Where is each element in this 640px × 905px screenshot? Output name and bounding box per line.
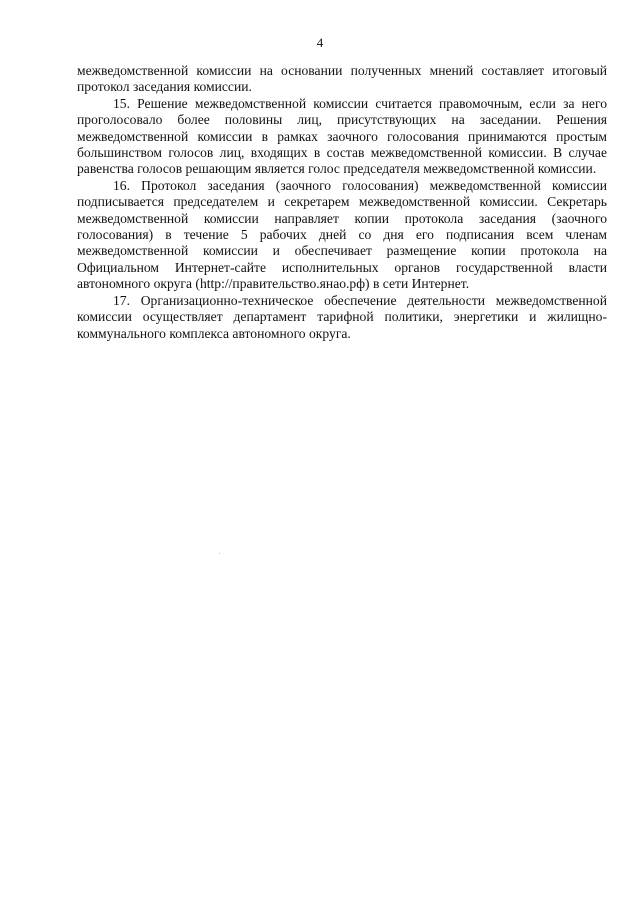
scan-speck [219,553,220,554]
paragraph-continuation: межведомственной комиссии на основании полученных мнений составляет итоговый протокол заседания комиссии. [77,63,607,95]
page-number: 4 [316,35,324,50]
paragraph-item-15: 15. Решение межведомственной комиссии считается правомочным, если за него проголосовало более половины лиц, присутствующих на заседании. Решения межведомственной комиссии в рамках заочного голосования принимаются простым большинством голосов лиц, входящих в состав межведомственной комиссии. В случае равенства голосов решающим является голос председателя межведомственной комиссии. [77,95,607,177]
paragraph-item-17: 17. Организационно-техническое обеспечение деятельности межведомственной комиссии осуществляет департамент тарифной политики, энергетики и жилищно-коммунального комплекса автономного округа. [77,292,607,341]
document-body [77,63,607,342]
paragraph-item-16: 16. Протокол заседания (заочного голосования) межведомственной комиссии подписывается председателем и секретарем межведомственной комиссии. Секретарь межведомственной комиссии направляет копии протокола заседания (заочного голосования) в течение 5 рабочих дней со дня его подписания всем членам межведомственной комиссии и обеспечивает размещение копии протокола на Официальном Интернет-сайте исполнительных органов государственной власти автономного округа (http://правительство.янао.рф) в сети Интернет. [77,177,607,292]
